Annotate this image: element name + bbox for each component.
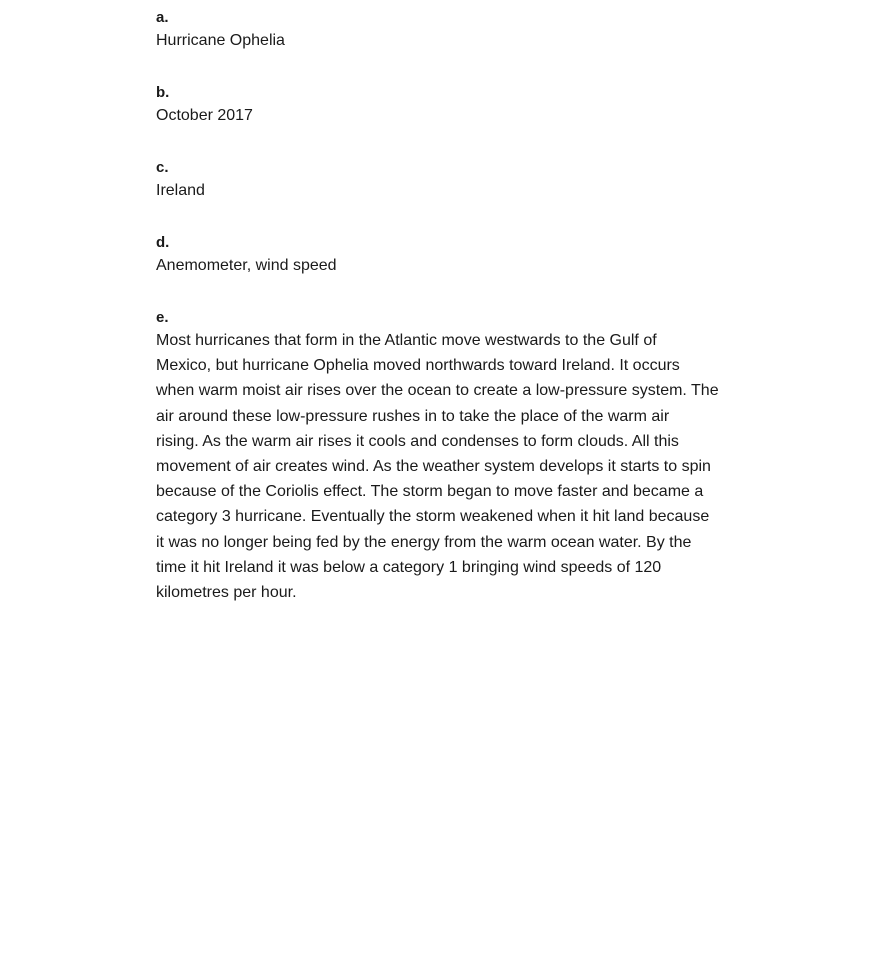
question-e [156,308,746,605]
question-answer-line: rising. As the warm air rises it cools and condenses to form clouds. All this [156,432,679,450]
question-label: e. [156,309,169,326]
question-answer: Ireland [156,182,205,199]
question-answer-line: because of the Coriolis effect. The storm began to move faster and became a [156,483,704,501]
question-a [156,0,746,53]
question-label: b. [156,84,170,101]
question-answer-line: when warm moist air rises over the ocean to create a low-pressure system. The [156,382,719,400]
question-answer-line: time it hit Ireland it was below a category 1 bringing wind speeds of 120 [156,558,662,576]
question-c [156,158,746,203]
question-answer-line: movement of air creates wind. As the weather system develops it starts to spin [156,458,711,476]
question-answer-line: air around these low-pressure rushes in to take the place of the warm air [156,407,670,425]
question-label: a. [156,9,169,26]
question-answer-line: category 3 hurricane. Eventually the storm weakened when it hit land because [156,508,710,526]
question-d [156,233,746,278]
question-answer: October 2017 [156,107,253,124]
question-answer-line: Most hurricanes that form in the Atlantic move westwards to the Gulf of [156,332,657,349]
question-answer-line: Mexico, but hurricane Ophelia moved northwards toward Ireland. It occurs [156,357,680,375]
question-answer: Hurricane Ophelia [156,32,285,49]
question-label: d. [156,234,170,251]
question-b [156,83,746,128]
question-answer: Anemometer, wind speed [156,257,337,274]
question-answer-line: kilometres per hour. [156,584,297,602]
document-page [156,0,746,605]
question-answer-line: it was no longer being fed by the energy from the warm ocean water. By the [156,533,692,551]
question-label: c. [156,159,169,176]
